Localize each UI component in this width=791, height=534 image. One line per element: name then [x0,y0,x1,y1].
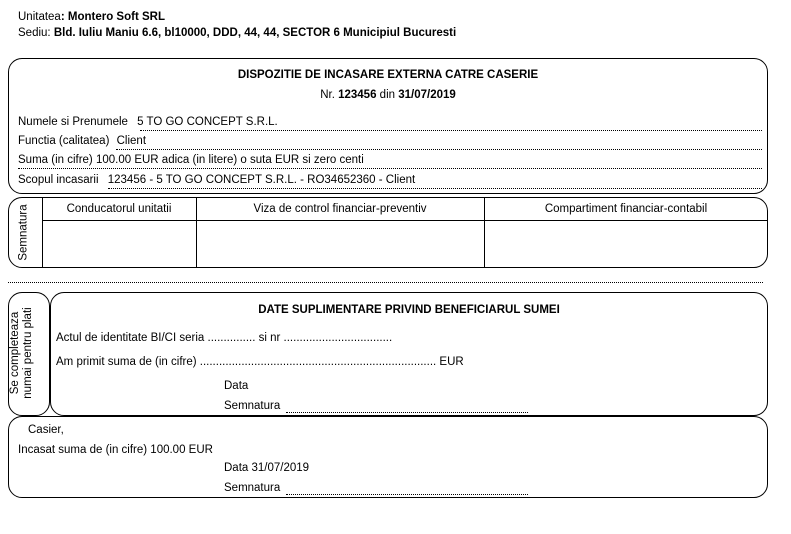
divider [42,220,768,221]
supplementary-title: DATE SUPLIMENTARE PRIVIND BENEFICIARUL SUMEI [258,304,560,316]
signature-side-label: Semnatura [17,204,30,261]
cut-line [8,282,763,283]
nr-label: Nr. [320,89,335,101]
purpose-line [18,174,415,186]
unit-label: Unitatea [18,11,61,23]
supplementary-side-label [9,303,35,403]
function-line [18,135,146,147]
purpose-label: Scopul incasarii [18,174,99,186]
signature-column-header: Conducatorul unitatii [66,203,172,215]
side-label-line: Se completeaza [9,311,21,395]
dotted-line [18,168,762,169]
unit-line [18,11,165,23]
received-text: Am primit suma de (in cifre) .......................................................................... EUR [56,356,464,368]
name-value: 5 TO GO CONCEPT S.R.L. [137,116,278,128]
dotted-line [116,149,762,150]
date-prefix: din [379,89,396,101]
name-line [18,116,278,128]
supplementary-date-label: Data [224,380,249,392]
disposition-title: DISPOZITIE DE INCASARE EXTERNA CATRE CASERIE [237,69,539,81]
function-label: Functia (calitatea) [18,135,110,147]
signature-column-header: Viza de control financiar-preventiv [253,203,427,215]
seat-value: Bld. Iuliu Maniu 6.6, bl10000, DDD, 44, 44, SECTOR 6 Municipiul Bucuresti [53,27,457,39]
amount-text: Suma (in cifre) 100.00 EUR adica (in litere) o suta EUR si zero centi [18,154,364,166]
cashier-box [8,416,768,498]
collected-text: Incasat suma de (in cifre) 100.00 EUR [18,444,213,456]
name-label: Numele si Prenumele [18,116,128,128]
cashier-label: Casier, [28,424,64,436]
signature-line [286,494,528,495]
side-label-line: numai pentru plati [22,307,34,399]
seat-line [18,27,456,39]
cashier-date: Data 31/07/2019 [224,462,310,474]
purpose-value: 123456 - 5 TO GO CONCEPT S.R.L. - RO34652360 - Client [107,174,416,186]
cashier-signature-label: Semnatura [224,482,281,494]
unit-name: : Montero Soft SRL [60,11,165,23]
signature-column-header: Compartiment financiar-contabil [544,203,708,215]
function-value: Client [116,135,147,147]
disposition-number-line [8,89,768,101]
signature-line [286,412,528,413]
dotted-line [108,188,762,189]
supplementary-signature-label: Semnatura [224,400,281,412]
date-value: 31/07/2019 [398,89,456,101]
nr-value: 123456 [338,89,377,101]
seat-label: Sediu: [18,27,54,39]
id-text: Actul de identitate BI/CI seria ............... si nr .................................. [56,332,393,344]
dotted-line [140,130,762,131]
